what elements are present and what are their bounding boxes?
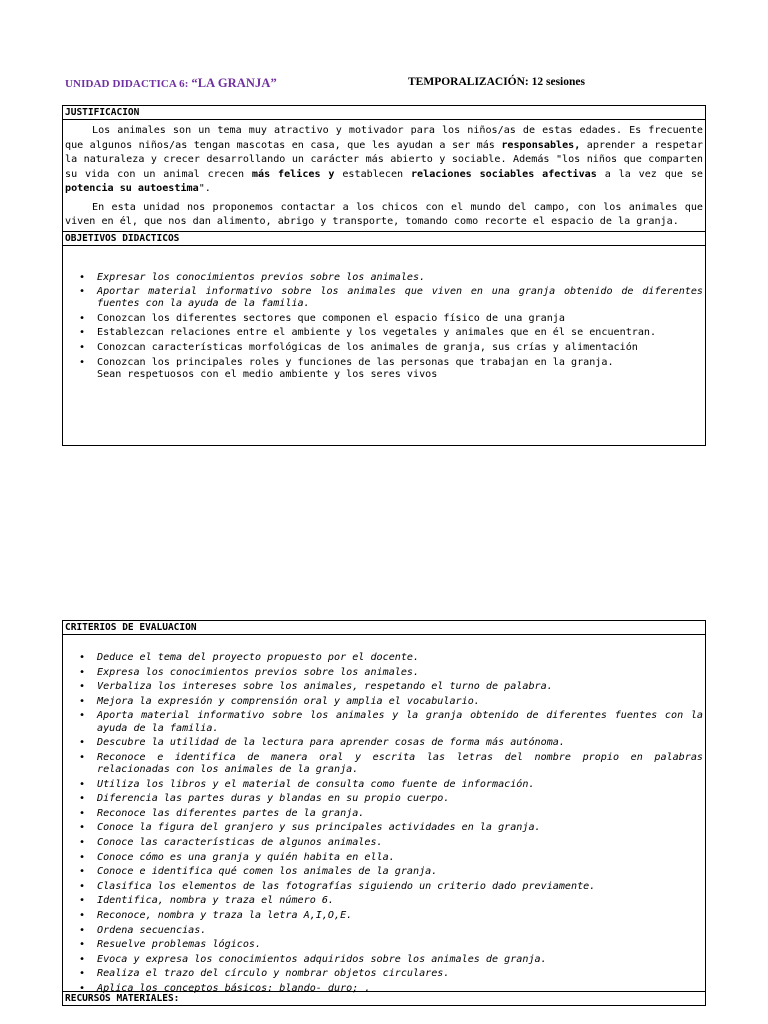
recursos-heading: RECURSOS MATERIALES: bbox=[63, 991, 705, 1005]
justificacion-objetivos-table bbox=[62, 105, 706, 446]
list-item: • Expresar los conocimientos previos sobre los animales. bbox=[79, 271, 426, 283]
list-item: • Reconoce las diferentes partes de la granja. bbox=[79, 807, 365, 819]
list-item: • Conozcan los principales roles y funciones de las personas que trabajan en la granja. bbox=[79, 356, 614, 368]
unit-title bbox=[65, 76, 277, 91]
list-item: • Aporta material informativo sobre los animales y la granja obtenido de diferentes fuentes con la ayuda de la familia. bbox=[79, 710, 703, 734]
justificacion-paragraph-2: En esta unidad nos proponemos contactar a los chicos con el mundo del campo, con los animales que viven en él, que nos dan alimento, abrigo y transporte, tomando como recorte el espacio de la granja. bbox=[65, 201, 703, 227]
objetivos-list bbox=[63, 272, 705, 369]
list-item: • Diferencia las partes duras y blandas en su propio cuerpo. bbox=[79, 793, 450, 805]
list-item: • Establezcan relaciones entre el ambiente y los vegetales y animales que en él se encuentran. bbox=[79, 327, 657, 339]
list-item: • Resuelve problemas lógicos. bbox=[79, 939, 262, 951]
criterios-heading: CRITERIOS DE EVALUACION bbox=[63, 621, 705, 635]
list-item: • Realiza el trazo del círculo y nombrar objetos circulares. bbox=[79, 968, 450, 980]
list-item: • Aplica los conceptos básicos: blando- duro; . bbox=[79, 982, 371, 994]
criterios-table bbox=[62, 620, 706, 1006]
list-item: • Reconoce, nombra y traza la letra A,I,O,E. bbox=[79, 909, 353, 921]
list-item: • Descubre la utilidad de la lectura para aprender cosas de forma más autónoma. bbox=[79, 737, 565, 749]
list-item: • Utiliza los libros y el material de consulta como fuente de información. bbox=[79, 778, 535, 790]
criterios-list bbox=[63, 652, 705, 995]
objetivos-last-line: Sean respetuosos con el medio ambiente y los seres vivos bbox=[97, 368, 438, 380]
list-item: • Clasifica los elementos de las fotografías siguiendo un criterio dado previamente. bbox=[79, 880, 596, 892]
list-item: • Evoca y expresa los conocimientos adquiridos sobre los animales de granja. bbox=[79, 953, 547, 965]
unit-name: “LA GRANJA” bbox=[191, 76, 277, 90]
temporalization: TEMPORALIZACIÓN: 12 sesiones bbox=[408, 76, 585, 88]
list-item: • Conozcan los diferentes sectores que componen el espacio físico de una granja bbox=[79, 312, 565, 324]
list-item: • Reconoce e identifica de manera oral y escrita las letras del nombre propio en palabras relacionadas con los animales de la granja. bbox=[79, 751, 703, 775]
list-item: • Conoce la figura del granjero y sus principales actividades en la granja. bbox=[79, 822, 541, 834]
list-item: • Conoce las características de algunos animales. bbox=[79, 836, 383, 848]
list-item: • Ordena secuencias. bbox=[79, 924, 207, 936]
list-item: • Conoce cómo es una granja y quién habita en ella. bbox=[79, 851, 395, 863]
list-item: • Deduce el tema del proyecto propuesto por el docente. bbox=[79, 652, 420, 663]
objetivos-heading: OBJETIVOS DIDACTICOS bbox=[63, 231, 705, 246]
list-item: • Aportar material informativo sobre los animales que viven en una granja obtenido de diferentes fuentes con la ayuda de la familia. bbox=[79, 286, 703, 310]
list-item: • Conoce e identifica qué comen los animales de la granja. bbox=[79, 866, 438, 878]
justificacion-heading: JUSTIFICACION bbox=[63, 106, 705, 120]
unit-label: UNIDAD DIDACTICA 6: bbox=[65, 78, 189, 90]
list-item: • Conozcan características morfológicas de los animales de granja, sus crías y alimentación bbox=[79, 342, 638, 354]
justificacion-paragraph-1: Los animales son un tema muy atractivo y motivador para los niños/as de estas edades. Es frecuente que algunos niños/as tengan mascotas en casa, que les ayudan a ser más responsables, aprender a respetar la naturaleza y crecer desarrollando un carácter más abierto y sociable. Además "los niños que comparten su vida con un animal crecen más felices y establecen relaciones sociables afectivas a la vez que se potencia su autoestima". bbox=[65, 125, 704, 194]
list-item: • Expresa los conocimientos previos sobre los animales. bbox=[79, 666, 420, 678]
list-item: • Verbaliza los intereses sobre los animales, respetando el turno de palabra. bbox=[79, 681, 553, 693]
list-item: • Mejora la expresión y comprensión oral y amplia el vocabulario. bbox=[79, 695, 480, 707]
list-item: • Identifica, nombra y traza el número 6. bbox=[79, 895, 335, 907]
